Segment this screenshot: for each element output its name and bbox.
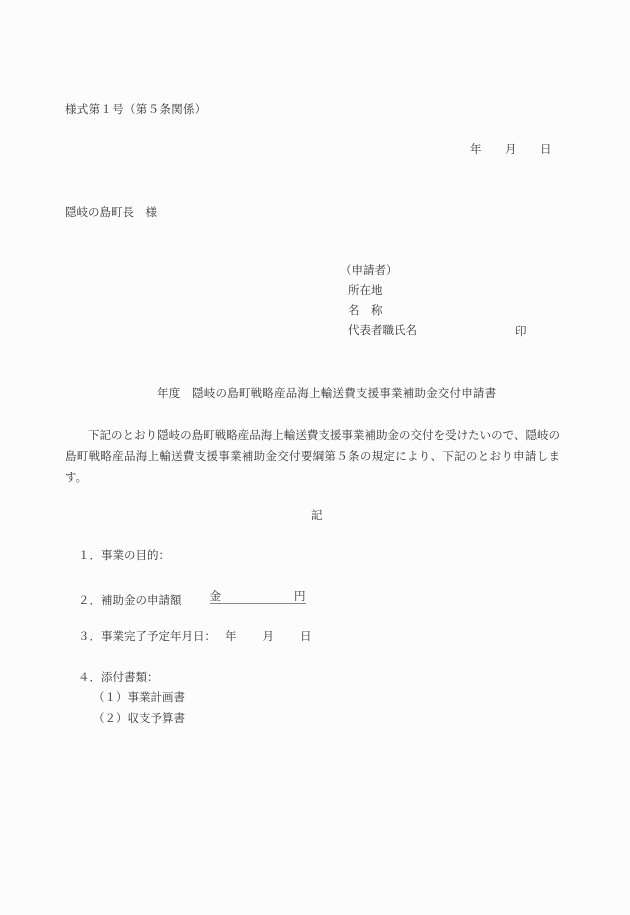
item-completion-date (78, 629, 312, 643)
attachment-number: （２） (93, 711, 128, 725)
seal-label: 印 (515, 324, 527, 338)
attachment-budget (93, 711, 185, 725)
amount-prefix: 金 (209, 589, 221, 603)
item-label: 添付書類： (101, 670, 159, 684)
form-number: 様式第１号（第５条関係） (65, 102, 207, 116)
completion-month-label: 月 (262, 629, 274, 643)
addressee: 隠岐の島町長 様 (65, 205, 157, 219)
item-number: ２． (78, 593, 101, 607)
item-label: 補助金の申請額 (101, 593, 182, 607)
item-number: １． (78, 548, 101, 562)
attachment-number: （１） (93, 690, 128, 704)
applicant-block (340, 263, 417, 343)
item-purpose (78, 548, 170, 562)
body-paragraph: 下記のとおり隠岐の島町戦略産品海上輸送費支援事業補助金の交付を受けたいので、隠岐の島町戦略産品海上輸送費支援事業補助金交付要綱第５条の規定により、下記のとおり申請します。 (65, 428, 560, 484)
amount-field (210, 589, 306, 604)
completion-day-label: 日 (300, 629, 312, 643)
item-attachments (78, 670, 159, 684)
item-number: ３． (78, 629, 101, 643)
date-day-label: 日 (540, 142, 552, 156)
item-label: 事業の目的： (101, 548, 170, 562)
completion-year-label: 年 (225, 629, 237, 643)
item-number: ４． (78, 670, 101, 684)
applicant-representative-label: 代表者職氏名 (348, 323, 417, 337)
attachment-label: 事業計画書 (127, 690, 185, 704)
applicant-heading: （申請者） (340, 263, 398, 277)
item-requested-amount (78, 589, 306, 607)
ki-heading: 記 (311, 508, 323, 522)
document-title: 年度 隠岐の島町戦略産品海上輸送費支援事業補助金交付申請書 (157, 386, 497, 400)
amount-suffix: 円 (294, 589, 306, 603)
applicant-address-label: 所在地 (348, 283, 383, 297)
date-month-label: 月 (505, 142, 517, 156)
attachment-label: 収支予算書 (127, 711, 185, 725)
item-label: 事業完了予定年月日： (101, 629, 216, 643)
date-year-label: 年 (470, 142, 482, 156)
applicant-name-label: 名 称 (348, 303, 383, 317)
attachment-business-plan (93, 690, 185, 704)
